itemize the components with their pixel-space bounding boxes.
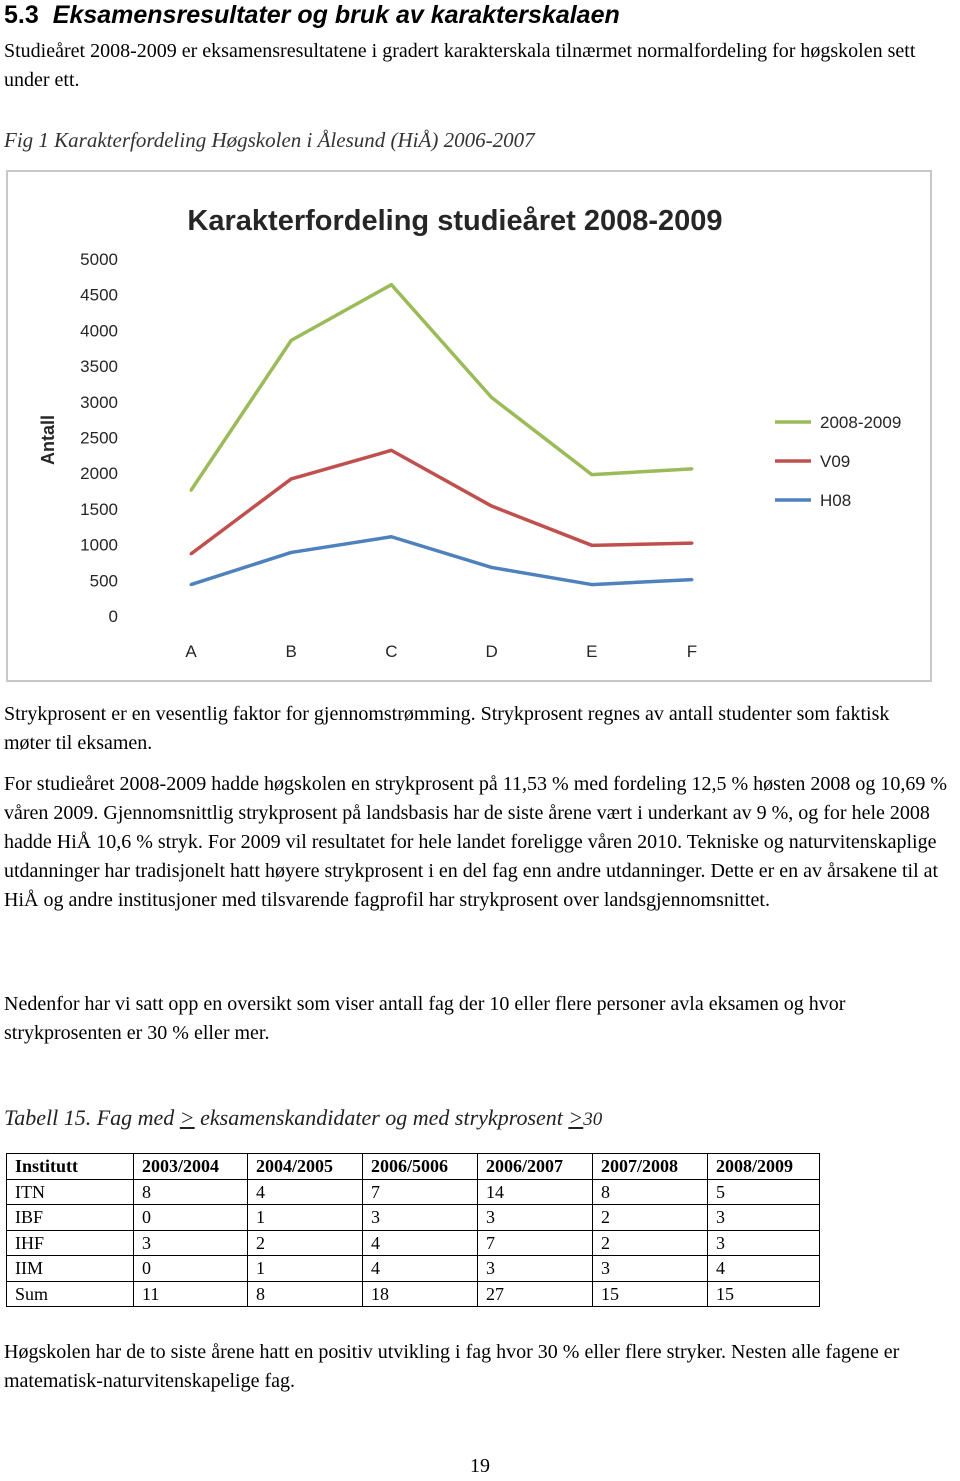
data-point	[190, 552, 193, 555]
legend-label: H08	[820, 491, 852, 510]
table-header-cell: 2004/2005	[248, 1154, 363, 1180]
table-header-cell: Institutt	[7, 1154, 134, 1180]
paragraph-1: Strykprosent er en vesentlig faktor for gjennomstrømming. Strykprosent regnes av antall studenter som faktisk møter til eksamen.	[4, 703, 890, 754]
table-cell: 7	[478, 1230, 593, 1256]
table-cell: 8	[134, 1179, 248, 1205]
table-cell: 14	[478, 1179, 593, 1205]
table-cell: IIM	[7, 1256, 134, 1282]
chart-title: Karakterfordeling studieåret 2008-2009	[187, 205, 723, 237]
table-cell: 2	[593, 1205, 708, 1231]
table-cell: 8	[593, 1179, 708, 1205]
paragraph-2: For studieåret 2008-2009 hadde høgskolen en strykprosent på 11,53 % med fordeling 12,5 % høsten 2008 og 10,69 % våren 2009. Gjennomsnittlig strykprosent på landsbasis har de siste årene vært i underkant av 9 %, og for hele 2008 hadde HiÅ 10,6 % stryk. For 2009 vil resultatet for hele landet foreligge våren 2010. Tekniske og naturvitenskaplige utdanninger har tradisjonelt hatt høyere strykprosent i en del fag enn andre utdanninger. Dette er en av årsakene til at HiÅ og andre institusjoner med tilsvarende fagprofil har strykprosent over landsgjennomsnittet.	[4, 773, 947, 911]
series-line-2008-2009	[191, 285, 692, 491]
table-header-cell: 2006/2007	[478, 1154, 593, 1180]
data-point	[691, 467, 694, 470]
table-cell: 3	[478, 1205, 593, 1231]
data-point	[490, 505, 493, 508]
table-header-cell: 2007/2008	[593, 1154, 708, 1180]
data-point	[691, 542, 694, 545]
y-tick-label: 2500	[80, 428, 118, 448]
line-chart	[8, 172, 930, 680]
paragraph-4: Høgskolen har de to siste årene hatt en positiv utvikling i fag hvor 30 % eller flere stryker. Nesten alle fagene er matematisk-naturvitenskapelige fag.	[4, 1341, 900, 1392]
table-cell: 4	[363, 1256, 478, 1282]
table-cell: 15	[708, 1281, 820, 1307]
table-title-suffix: 30	[583, 1109, 603, 1130]
x-tick-label: A	[185, 642, 197, 661]
table-cell: 3	[708, 1205, 820, 1231]
figure-caption: Fig 1 Karakterfordeling Høgskolen i Ålesund (HiÅ) 2006-2007	[4, 128, 535, 152]
data-point	[590, 473, 593, 476]
y-tick-label: 4000	[80, 321, 118, 341]
y-tick-label: 1500	[80, 499, 118, 519]
table-row	[7, 1230, 820, 1256]
table-header-cell: 2003/2004	[134, 1154, 248, 1180]
table-cell: 1	[248, 1256, 363, 1282]
y-tick-label: 3000	[80, 392, 118, 412]
table-cell: 11	[134, 1281, 248, 1307]
series-line-v09	[191, 450, 692, 554]
y-tick-label: 3500	[80, 357, 118, 377]
page-number: 19	[470, 1455, 490, 1477]
table-cell: 2	[593, 1230, 708, 1256]
table-cell: 27	[478, 1281, 593, 1307]
y-tick-label: 2000	[80, 464, 118, 484]
x-tick-labels	[185, 642, 697, 661]
x-tick-label: E	[586, 642, 598, 661]
data-point	[190, 583, 193, 586]
x-tick-label: F	[686, 642, 698, 661]
data-point	[490, 566, 493, 569]
chart-legend	[775, 413, 901, 510]
table-cell: 1	[248, 1205, 363, 1231]
legend-label: 2008-2009	[820, 413, 902, 432]
data-point	[691, 578, 694, 581]
y-tick-label: 1000	[80, 535, 118, 555]
data-point	[590, 544, 593, 547]
y-tick-labels	[80, 250, 118, 626]
fail-rate-table	[6, 1153, 820, 1307]
table-cell: 4	[363, 1230, 478, 1256]
data-point	[290, 477, 293, 480]
x-tick-label: D	[485, 642, 498, 661]
table-cell: 3	[478, 1256, 593, 1282]
data-point	[390, 283, 393, 286]
table-cell: 7	[363, 1179, 478, 1205]
y-tick-label: 5000	[80, 250, 118, 269]
table-cell: 3	[363, 1205, 478, 1231]
table-cell: ITN	[7, 1179, 134, 1205]
table-cell: 0	[134, 1256, 248, 1282]
data-point	[290, 551, 293, 554]
data-point	[290, 339, 293, 342]
table-header-cell: 2006/5006	[363, 1154, 478, 1180]
y-tick-label: 4500	[80, 285, 118, 305]
data-point	[490, 396, 493, 399]
y-tick-label: 0	[108, 607, 118, 626]
table-cell: 15	[593, 1281, 708, 1307]
table-cell: 5	[708, 1179, 820, 1205]
section-number: 5.3	[4, 1, 39, 29]
chart-frame	[6, 170, 932, 682]
data-point	[590, 583, 593, 586]
paragraph-3: Nedenfor har vi satt opp en oversikt som viser antall fag der 10 eller flere personer avla eksamen og hvor strykprosenten er 30 % eller mer.	[4, 993, 846, 1044]
table-cell: 3	[593, 1256, 708, 1282]
series-lines	[190, 283, 694, 586]
table-cell: 2	[248, 1230, 363, 1256]
table-cell: 0	[134, 1205, 248, 1231]
x-tick-label: B	[285, 642, 297, 661]
section-heading	[4, 0, 620, 30]
table-cell: Sum	[7, 1281, 134, 1307]
table-title-middle: eksamenskandidater og med strykprosent	[194, 1105, 569, 1130]
y-tick-label: 500	[89, 571, 118, 591]
table-title	[4, 1103, 602, 1135]
section-title: Eksamensresultater og bruk av karakterskalaen	[52, 1, 620, 29]
data-point	[390, 535, 393, 538]
intro-paragraph: Studieåret 2008-2009 er eksamensresultatene i gradert karakterskala tilnærmet normalfordeling for høgskolen sett under ett.	[4, 40, 916, 91]
table-row	[7, 1256, 820, 1282]
table-cell: 3	[708, 1230, 820, 1256]
table-title-symbol-2: >	[568, 1105, 584, 1130]
table-row	[7, 1205, 820, 1231]
table-title-prefix: Tabell 15. Fag med	[4, 1105, 180, 1130]
table-row	[7, 1179, 820, 1205]
table-cell: IHF	[7, 1230, 134, 1256]
table-row	[7, 1281, 820, 1307]
legend-label: V09	[820, 452, 851, 471]
x-tick-label: C	[385, 642, 398, 661]
y-axis-label: Antall	[38, 414, 58, 466]
table-title-symbol: >	[179, 1105, 195, 1130]
data-point	[190, 489, 193, 492]
table-cell: IBF	[7, 1205, 134, 1231]
table-cell: 4	[708, 1256, 820, 1282]
table-cell: 3	[134, 1230, 248, 1256]
table-header-row	[7, 1154, 820, 1180]
data-point	[390, 449, 393, 452]
table-cell: 4	[248, 1179, 363, 1205]
table-cell: 18	[363, 1281, 478, 1307]
table-header-cell: 2008/2009	[708, 1154, 820, 1180]
table-cell: 8	[248, 1281, 363, 1307]
